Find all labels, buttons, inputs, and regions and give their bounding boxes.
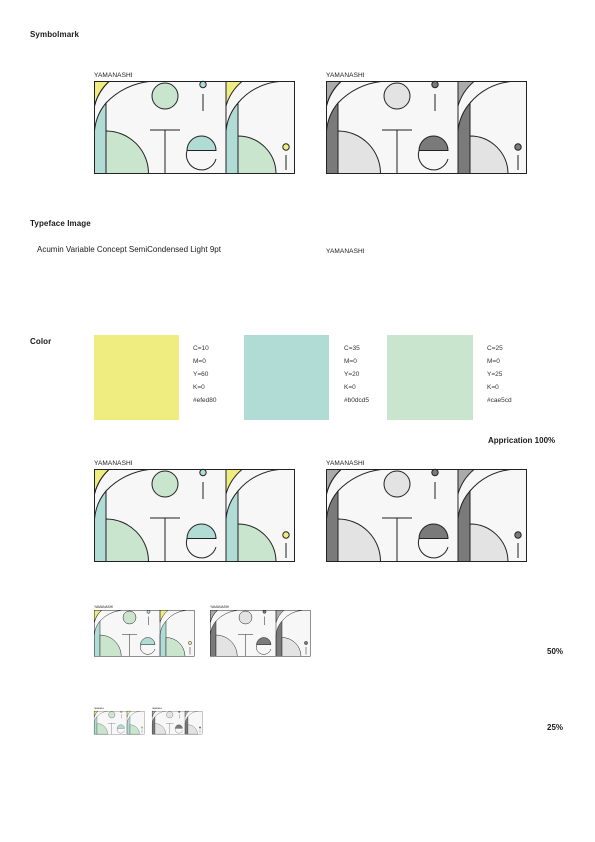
mark-dot-i xyxy=(178,711,180,713)
mark-circle-o xyxy=(384,83,410,109)
cmyk-teal xyxy=(344,342,369,407)
mark-dot-i xyxy=(432,81,438,87)
mark-dot-i xyxy=(200,469,206,475)
cmyk-m: M=0 xyxy=(193,358,206,365)
symbol-mark-mono-100 xyxy=(326,469,527,562)
mark-dot-right xyxy=(199,727,201,729)
mark-circle-o xyxy=(239,611,252,624)
logo-label-color-50: YAMANASHI xyxy=(94,605,114,609)
mark-dot-right xyxy=(283,144,289,150)
cmyk-k: K=0 xyxy=(193,384,205,391)
cmyk-m: M=0 xyxy=(487,358,500,365)
mark-dot-i xyxy=(120,711,122,713)
application-50-label: 50% xyxy=(547,647,564,656)
logo-label-mono-50: YAMANASHI xyxy=(210,605,230,609)
logo-label-mono: YAMANASHI xyxy=(326,72,365,79)
logo-label-color-25: YAMANASHI xyxy=(94,708,104,710)
mark-circle-o xyxy=(152,471,178,497)
mark-dot-right xyxy=(188,641,191,644)
typeface-heading: Typeface Image xyxy=(30,219,91,228)
mark-dot-i xyxy=(263,610,266,613)
cmyk-c: C=25 xyxy=(487,345,503,352)
cmyk-yellow xyxy=(193,342,217,407)
symbolmark-heading: Symbolmark xyxy=(30,30,80,39)
application-25-label: 25% xyxy=(547,723,564,732)
cmyk-y: Y=25 xyxy=(487,371,503,378)
symbol-mark-color-25 xyxy=(94,711,144,734)
mark-dot-i xyxy=(147,610,150,613)
cmyk-hex: #b0dcd5 xyxy=(344,397,369,404)
application-100-label: Apprication 100% xyxy=(488,436,556,445)
cmyk-green xyxy=(487,342,512,407)
mark-dot-right xyxy=(283,532,289,538)
logo-label-color: YAMANASHI xyxy=(94,72,133,79)
symbol-mark-mono-25 xyxy=(152,711,202,734)
swatch-green xyxy=(387,335,473,420)
mark-dot-i xyxy=(200,81,206,87)
mark-circle-o xyxy=(167,712,174,719)
cmyk-hex: #efed80 xyxy=(193,397,217,404)
cmyk-y: Y=60 xyxy=(193,371,209,378)
mark-circle-o xyxy=(123,611,136,624)
swatch-teal xyxy=(244,335,329,420)
cmyk-k: K=0 xyxy=(344,384,356,391)
mark-circle-o xyxy=(384,471,410,497)
cmyk-c: C=10 xyxy=(193,345,209,352)
mark-circle-o xyxy=(109,712,116,719)
typeface-sample: YAMANASHI xyxy=(326,248,365,255)
symbol-mark-color xyxy=(94,81,295,174)
symbol-mark-color-50 xyxy=(94,610,195,657)
cmyk-m: M=0 xyxy=(344,358,357,365)
swatch-yellow xyxy=(94,335,179,420)
cmyk-c: C=35 xyxy=(344,345,360,352)
mark-dot-right xyxy=(515,532,521,538)
color-heading: Color xyxy=(30,337,52,346)
mark-dot-right xyxy=(304,641,307,644)
logo-label-mono-25: YAMANASHI xyxy=(152,708,162,710)
cmyk-k: K=0 xyxy=(487,384,499,391)
logo-label-color-100: YAMANASHI xyxy=(94,460,133,467)
cmyk-y: Y=20 xyxy=(344,371,360,378)
symbol-mark-mono-50 xyxy=(210,610,311,657)
symbol-mark-mono xyxy=(326,81,527,174)
typeface-spec: Acumin Variable Concept SemiCondensed Light 9pt xyxy=(37,245,221,254)
logo-label-mono-100: YAMANASHI xyxy=(326,460,365,467)
mark-dot-right xyxy=(515,144,521,150)
mark-dot-i xyxy=(432,469,438,475)
symbol-mark-color-100 xyxy=(94,469,295,562)
cmyk-hex: #cae5cd xyxy=(487,397,512,404)
mark-circle-o xyxy=(152,83,178,109)
mark-dot-right xyxy=(141,727,143,729)
